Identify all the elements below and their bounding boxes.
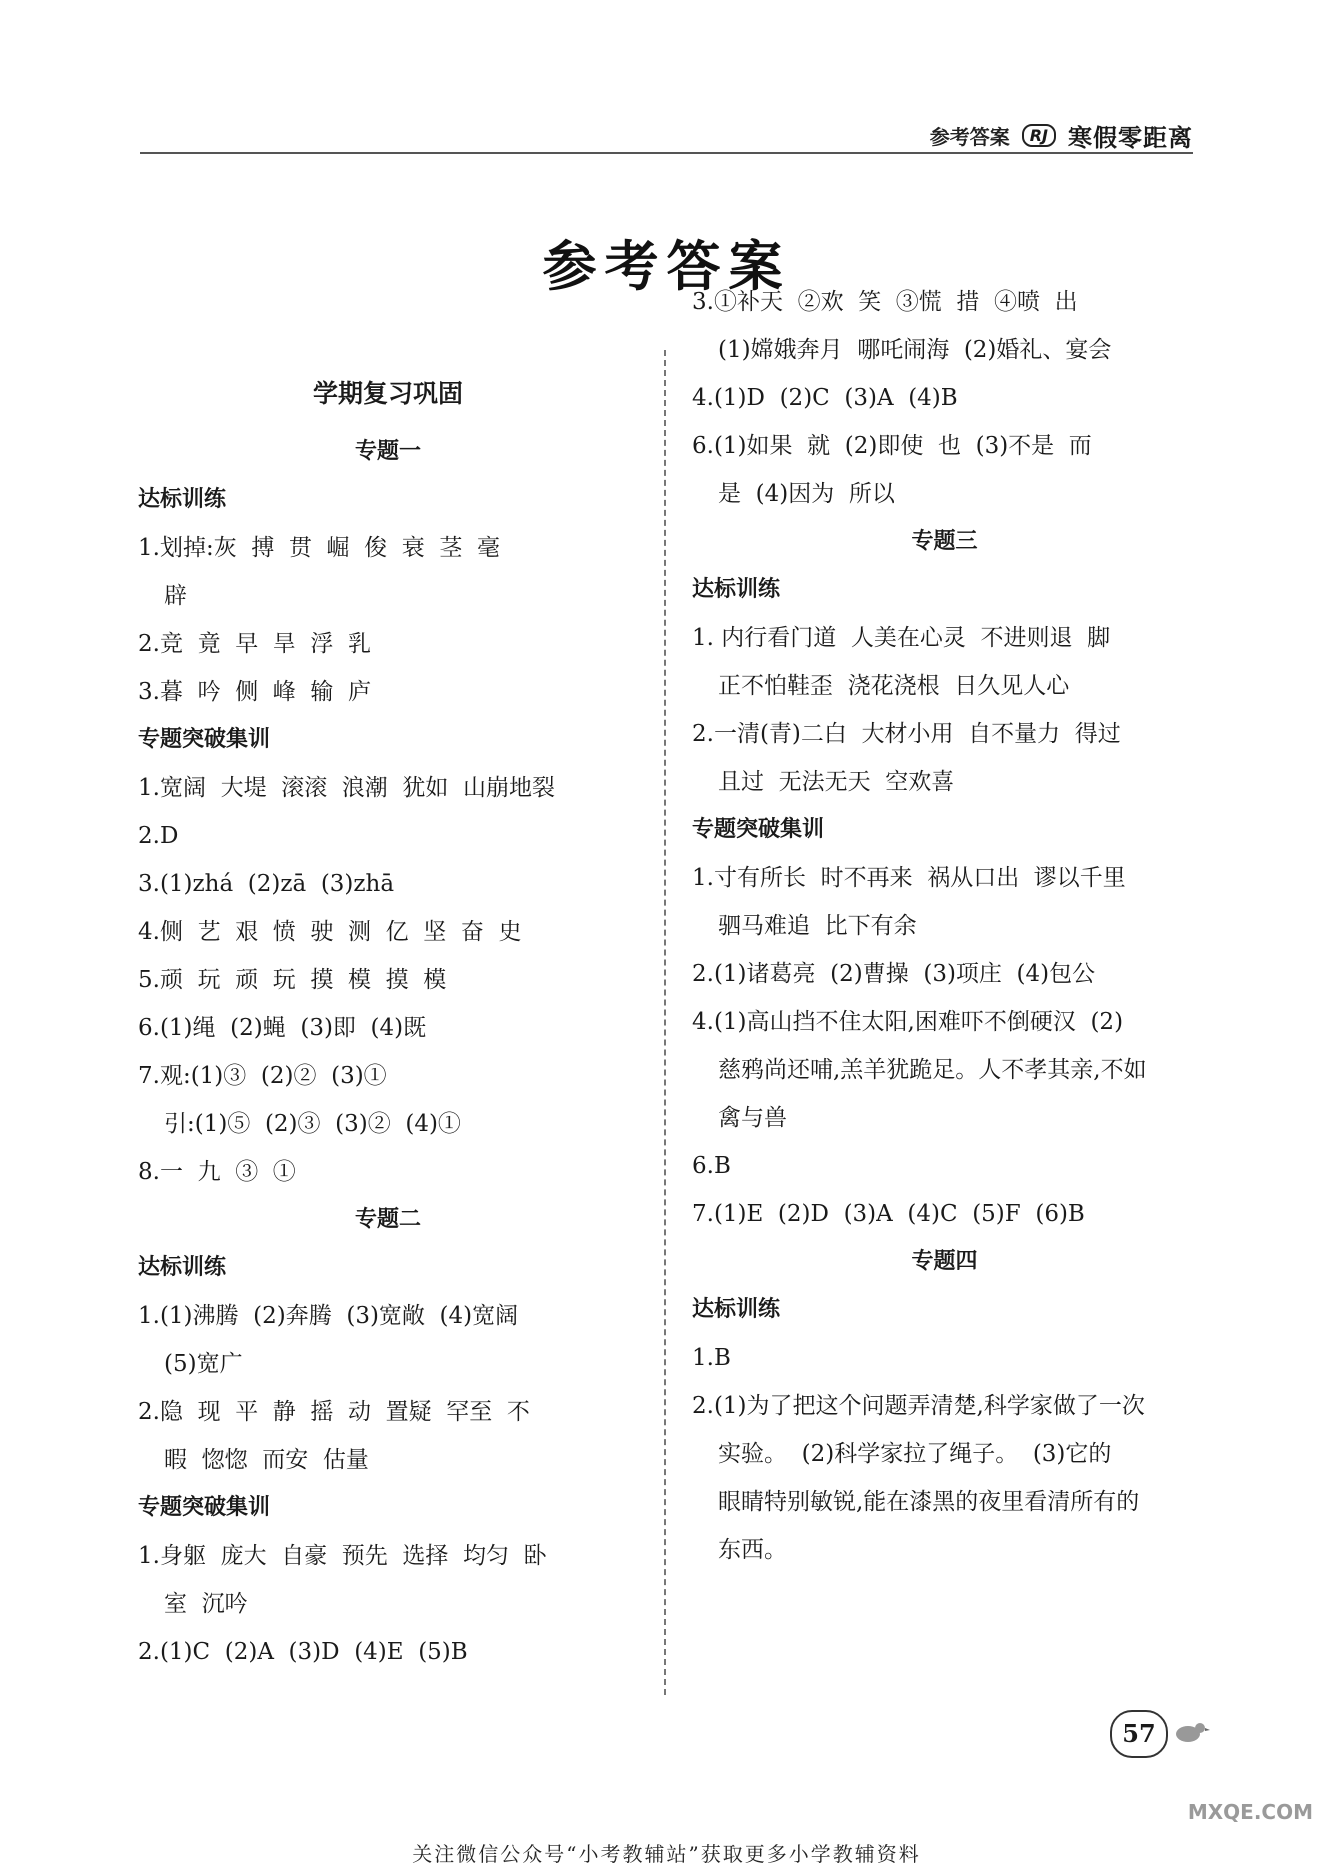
answer-line: 2.(1)为了把这个问题弄清楚,科学家做了一次	[692, 1393, 1145, 1419]
footer-note: 关注微信公众号“小考教辅站”获取更多小学教辅资料	[412, 1842, 921, 1866]
answer-line: 6.B	[692, 1153, 731, 1179]
topic-heading: 专题一	[354, 439, 421, 464]
series-logo: 寒假零距离	[1068, 124, 1193, 152]
topic-heading: 专题四	[911, 1249, 978, 1274]
subheading: 达标训练	[692, 577, 781, 602]
subheading: 专题突破集训	[138, 1495, 271, 1520]
subheading: 达标训练	[692, 1297, 781, 1322]
subheading: 专题突破集训	[138, 727, 271, 752]
answer-line: 实验。 (2)科学家拉了绳子。 (3)它的	[718, 1441, 1112, 1467]
answer-line: 驷马难追 比下有余	[718, 913, 917, 939]
answer-line: 室 沉吟	[164, 1591, 248, 1617]
answer-line: 正不怕鞋歪 浇花浇根 日久见人心	[718, 673, 1070, 699]
rj-badge: RJ	[1022, 124, 1056, 147]
answer-line: 1.宽阔 大堤 滚滚 浪潮 犹如 山崩地裂	[138, 775, 556, 801]
answer-line: 1.(1)沸腾 (2)奔腾 (3)宽敞 (4)宽阔	[138, 1303, 519, 1329]
answer-line: 2.一清(青)二白 大材小用 自不量力 得过	[692, 721, 1121, 747]
answer-line: 8.一 九 ③ ①	[138, 1159, 296, 1185]
answer-line: 1.B	[692, 1345, 731, 1371]
answer-line: 2.D	[138, 823, 179, 849]
answer-line: 6.(1)如果 就 (2)即使 也 (3)不是 而	[692, 433, 1092, 459]
answer-line: 7.(1)E (2)D (3)A (4)C (5)F (6)B	[692, 1201, 1085, 1227]
header-branding	[930, 118, 1193, 153]
answer-line: 7.观:(1)③ (2)② (3)①	[138, 1063, 387, 1089]
section-title: 学期复习巩固	[312, 379, 463, 408]
column-divider	[664, 350, 666, 1695]
answer-line: 1. 内行看门道 人美在心灵 不进则退 脚	[692, 625, 1111, 651]
answer-line: 2.(1)诸葛亮 (2)曹操 (3)项庄 (4)包公	[692, 961, 1096, 987]
answer-line: 3.暮 吟 侧 峰 输 庐	[138, 679, 372, 705]
answer-line: 1.寸有所长 时不再来 祸从口出 谬以千里	[692, 865, 1126, 891]
header-label: 参考答案	[929, 125, 1010, 149]
answer-line: 4.(1)高山挡不住太阳,困难吓不倒硬汉 (2)	[692, 1009, 1124, 1035]
right-column	[692, 278, 1197, 1574]
bird-icon	[1170, 1718, 1210, 1746]
answer-line: 慈鸦尚还哺,羔羊犹跪足。人不孝其亲,不如	[718, 1057, 1147, 1083]
answer-line: 6.(1)绳 (2)蝇 (3)即 (4)既	[138, 1015, 427, 1041]
answer-line: 是 (4)因为 所以	[718, 481, 895, 507]
answer-line: 3.(1)zhá (2)zā (3)zhā	[138, 871, 395, 897]
answer-line: 暇 惚惚 而安 估量	[164, 1447, 369, 1473]
answer-line: 禽与兽	[718, 1105, 787, 1131]
answer-line: 2.竞 竟 早 旱 浮 乳	[138, 631, 372, 657]
answer-line: 4.侧 艺 艰 愤 驶 测 亿 坚 奋 史	[138, 919, 522, 945]
answer-line: 3.①补天 ②欢 笑 ③慌 措 ④喷 出	[692, 289, 1078, 315]
topic-heading: 专题二	[354, 1207, 421, 1232]
answer-line: 5.顽 玩 顽 玩 摸 模 摸 模	[138, 967, 447, 993]
topic-heading: 专题三	[911, 529, 978, 554]
answer-line: 眼睛特别敏锐,能在漆黑的夜里看清所有的	[718, 1489, 1140, 1515]
answer-line: 1.身躯 庞大 自豪 预先 选择 均匀 卧	[138, 1543, 547, 1569]
answer-line: 1.划掉:灰 搏 贯 崛 俊 衰 茎 毫	[138, 535, 501, 561]
subheading: 达标训练	[138, 487, 227, 512]
answer-line: 2.隐 现 平 静 摇 动 置疑 罕至 不	[138, 1399, 530, 1425]
answer-line: 辟	[164, 583, 187, 609]
answer-line: 4.(1)D (2)C (3)A (4)B	[692, 385, 958, 411]
page-title: 参考答案	[542, 234, 791, 298]
subheading: 专题突破集训	[692, 817, 825, 842]
answer-line: 2.(1)C (2)A (3)D (4)E (5)B	[138, 1639, 468, 1665]
answer-line: (1)嫦娥奔月 哪吒闹海 (2)婚礼、宴会	[718, 337, 1112, 363]
answer-line: (5)宽广	[164, 1351, 243, 1377]
answer-line: 且过 无法无天 空欢喜	[718, 769, 955, 795]
watermark: MXQE.COM	[1187, 1800, 1313, 1824]
answer-line: 东西。	[718, 1537, 787, 1563]
answer-line: 引:(1)⑤ (2)③ (3)② (4)①	[164, 1111, 461, 1137]
left-column	[138, 350, 638, 1676]
subheading: 达标训练	[138, 1255, 227, 1280]
page-number: 57	[1110, 1710, 1168, 1758]
page-header	[140, 118, 1193, 154]
